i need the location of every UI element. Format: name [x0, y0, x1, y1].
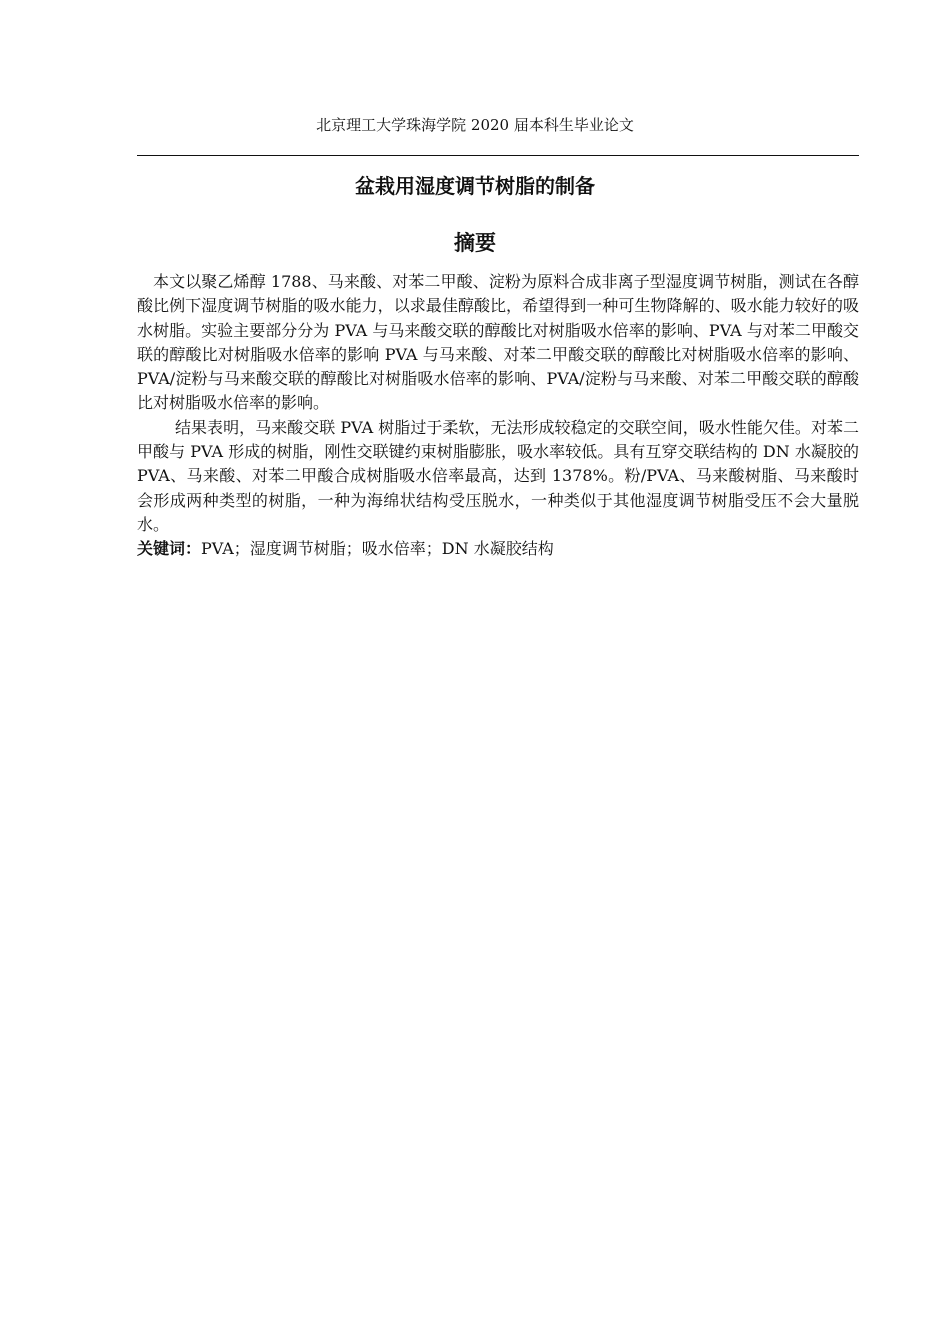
abstract-body	[137, 270, 859, 562]
header-rule	[137, 155, 859, 156]
keywords-line	[137, 537, 859, 561]
abstract-paragraph-2: 结果表明，马来酸交联 PVA 树脂过于柔软，无法形成较稳定的交联空间，吸水性能欠佳。对苯二甲酸与 PVA 形成的树脂，刚性交联键约束树脂膨胀，吸水率较低。具有互穿交联结构的 DN 水凝胶的 PVA、马来酸、对苯二甲酸合成树脂吸水倍率最高，达到 1378%。粉/PVA、马来酸树脂、马来酸时会形成两种类型的树脂，一种为海绵状结构受压脱水，一种类似于其他湿度调节树脂受压不会大量脱水。	[137, 417, 859, 534]
thesis-title: 盆栽用湿度调节树脂的制备	[355, 174, 595, 198]
running-header: 北京理工大学珠海学院 2020 届本科生毕业论文	[316, 116, 634, 134]
keywords-text: PVA；湿度调节树脂；吸水倍率；DN 水凝胶结构	[201, 539, 554, 559]
keywords-label: 关键词：	[137, 539, 202, 559]
abstract-heading: 摘要	[454, 231, 496, 255]
abstract-paragraph-1: 本文以聚乙烯醇 1788、马来酸、对苯二甲酸、淀粉为原料合成非离子型湿度调节树脂，测试在各醇酸比例下湿度调节树脂的吸水能力，以求最佳醇酸比，希望得到一种可生物降解的、吸水能力较好的吸水树脂。实验主要部分分为 PVA 与马来酸交联的醇酸比对树脂吸水倍率的影响、PVA 与对苯二甲酸交联的醇酸比对树脂吸水倍率的影响 PVA 与马来酸、对苯二甲酸交联的醇酸比对树脂吸水倍率的影响、PVA/淀粉与马来酸交联的醇酸比对树脂吸水倍率的影响、PVA/淀粉与马来酸、对苯二甲酸交联的醇酸比对树脂吸水倍率的影响。	[137, 272, 859, 413]
